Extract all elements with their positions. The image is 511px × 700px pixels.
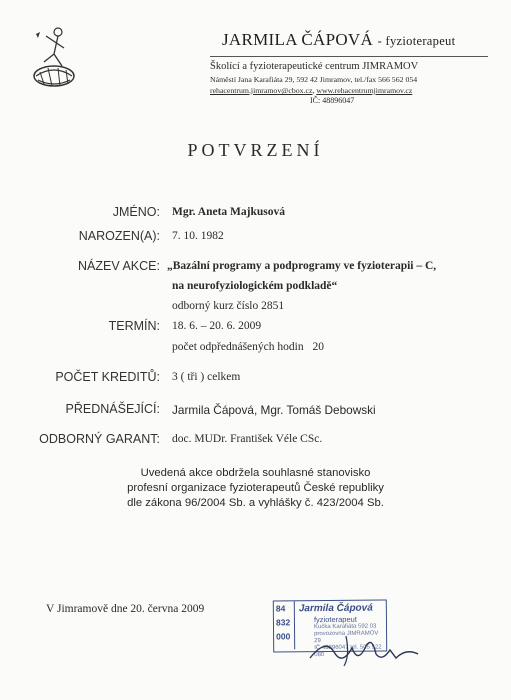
stamp-name: Jarmila Čápová (298, 602, 373, 615)
header-contacts-sep: , (312, 86, 317, 95)
statement-line-2: profesní organizace fyzioterapeutů České republiky (127, 482, 384, 494)
prednasejici-label: PŘEDNÁŠEJÍCÍ: (65, 402, 160, 416)
hodin-line (172, 341, 324, 353)
stamp-num-1: 84 (275, 603, 286, 614)
narozen-label: NAROZEN(A): (78, 229, 160, 243)
akce-label: NÁZEV AKCE: (78, 259, 160, 273)
kredity-value: 3 ( tři ) celkem (172, 371, 241, 383)
header-name-text: JARMILA ČÁPOVÁ (222, 30, 374, 49)
header-ico: IČ: 48896047 (310, 96, 355, 105)
header-divider (210, 56, 488, 57)
header-name (222, 30, 455, 50)
header-center: Školící a fyzioterapeutické centrum JIMRAMOV (210, 61, 419, 72)
kurz-value: odborný kurz číslo 2851 (172, 300, 285, 312)
header-web: www.rehacentrumjimramov.cz (316, 86, 413, 95)
akce-line2: na neurofyziologickém podkladě“ (172, 280, 338, 292)
document-title: POTVRZENÍ (187, 140, 324, 160)
jmeno-value: Mgr. Aneta Majkusová (172, 206, 285, 218)
hodin-label: počet odpřednášených hodin (172, 341, 304, 353)
header-contacts (210, 86, 412, 95)
jmeno-label: JMÉNO: (112, 205, 160, 219)
statement-line-3: dle zákona 96/2004 Sb. a vyhlášky č. 423/2004 Sb. (127, 497, 384, 509)
termin-value: 18. 6. – 20. 6. 2009 (172, 320, 262, 332)
hodin-value: 20 (312, 341, 324, 353)
statement-line-1: Uvedená akce obdržela souhlasné stanovisko (140, 467, 371, 479)
signature-icon (306, 628, 426, 668)
place-date: V Jimramově dne 20. června 2009 (46, 603, 205, 615)
stamp-address-1: Kučka Karafiáta 592 03 (313, 623, 377, 631)
prednasejici-value: Jarmila Čápová, Mgr. Tomáš Debowski (172, 403, 376, 417)
garant-value: doc. MUDr. František Véle CSc. (172, 433, 323, 445)
narozen-value: 7. 10. 1982 (172, 230, 224, 242)
stamp-divider (294, 601, 295, 649)
header-email: rehacentrum.jimramov@cbox.cz (210, 86, 313, 95)
header-address: Náměstí Jana Karafiáta 29, 592 42 Jimramov, tel./fax 566 562 054 (210, 75, 418, 84)
header-role: - fyzioterapeut (377, 34, 456, 48)
stamp-num-3: 000 (276, 631, 291, 642)
stamp-role: fyzioterapeut (313, 614, 357, 625)
kredity-label: POČET KREDITŮ: (55, 370, 160, 384)
statement (0, 466, 511, 511)
garant-label: ODBORNÝ GARANT: (39, 432, 160, 446)
stamp-address-2: provozovna JIMRAMOV 29 (314, 630, 379, 645)
stamp-num-2: 832 (275, 617, 291, 628)
akce-line1: „Bazální programy a podprogramy ve fyzioterapii – C, (167, 260, 437, 272)
stamp-address-3: IČ 48896047 tel. 505 522 080 (314, 644, 382, 659)
logo-icon (28, 22, 80, 92)
termin-label: TERMÍN: (108, 319, 160, 333)
